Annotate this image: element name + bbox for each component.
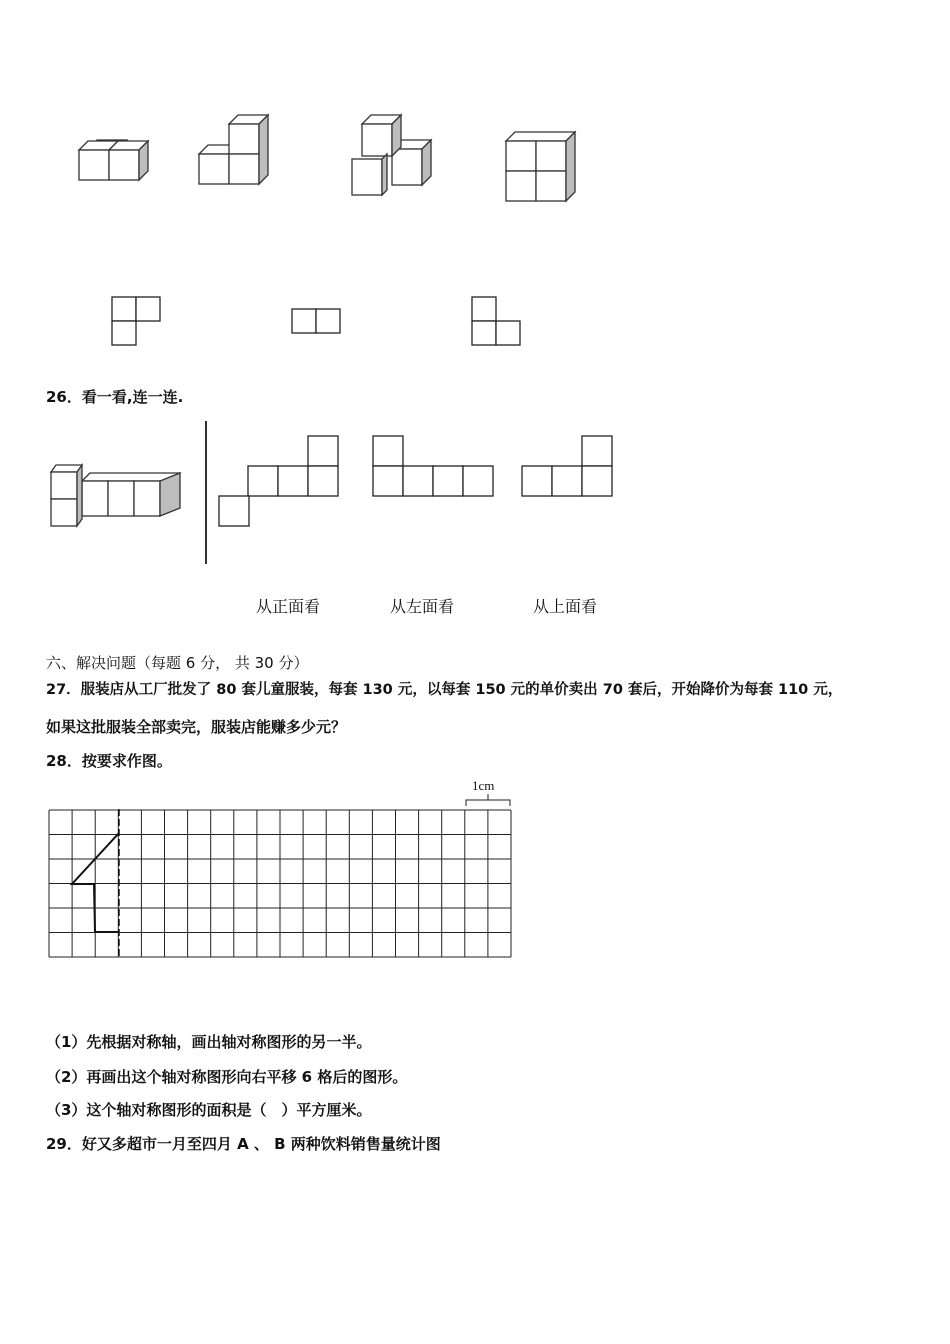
q28-sub-3: （3）这个轴对称图形的面积是（ ）平方厘米。 bbox=[46, 1101, 372, 1119]
view-figure-3[interactable] bbox=[471, 296, 523, 348]
q28-title: 28．按要求作图。 bbox=[46, 752, 172, 770]
cube-figure-2[interactable] bbox=[195, 118, 285, 203]
divider-line bbox=[205, 421, 207, 564]
section-heading: 六、解决问题（每题 6 分， 共 30 分） bbox=[46, 654, 309, 672]
q26-view-a[interactable] bbox=[218, 435, 342, 527]
view-figure-2[interactable] bbox=[291, 308, 343, 336]
label-top-view: 从上面看 bbox=[533, 597, 598, 616]
q28-sub-1: （1）先根据对称轴，画出轴对称图形的另一半。 bbox=[46, 1033, 372, 1051]
q27-line-2: 如果这批服装全部卖完，服装店能赚多少元？ bbox=[46, 718, 347, 736]
label-left-view: 从左面看 bbox=[390, 597, 455, 616]
label-front-view: 从正面看 bbox=[256, 597, 321, 616]
cube-figure-4[interactable] bbox=[500, 125, 585, 207]
view-figure-1[interactable] bbox=[111, 296, 163, 348]
q27-line-1: 27．服装店从工厂批发了 80 套儿童服装，每套 130 元，以每套 150 元的单价卖出 70 套后，开始降价为每套 110 元， bbox=[46, 682, 843, 698]
q26-cube-figure[interactable] bbox=[46, 462, 186, 532]
scale-label: 1cm bbox=[472, 778, 495, 793]
q26-view-c[interactable] bbox=[521, 435, 617, 498]
drawing-grid[interactable] bbox=[48, 809, 514, 959]
cube-figure-1[interactable] bbox=[72, 130, 162, 200]
q29-title: 29．好又多超市一月至四月 A 、 B 两种饮料销售量统计图 bbox=[46, 1135, 441, 1153]
scale-bracket bbox=[464, 794, 514, 808]
cube-figure-3[interactable] bbox=[345, 112, 440, 202]
q26-title: 26．看一看,连一连. bbox=[46, 388, 184, 406]
q28-sub-2: （2）再画出这个轴对称图形向右平移 6 格后的图形。 bbox=[46, 1068, 408, 1086]
q26-view-b[interactable] bbox=[372, 435, 498, 498]
